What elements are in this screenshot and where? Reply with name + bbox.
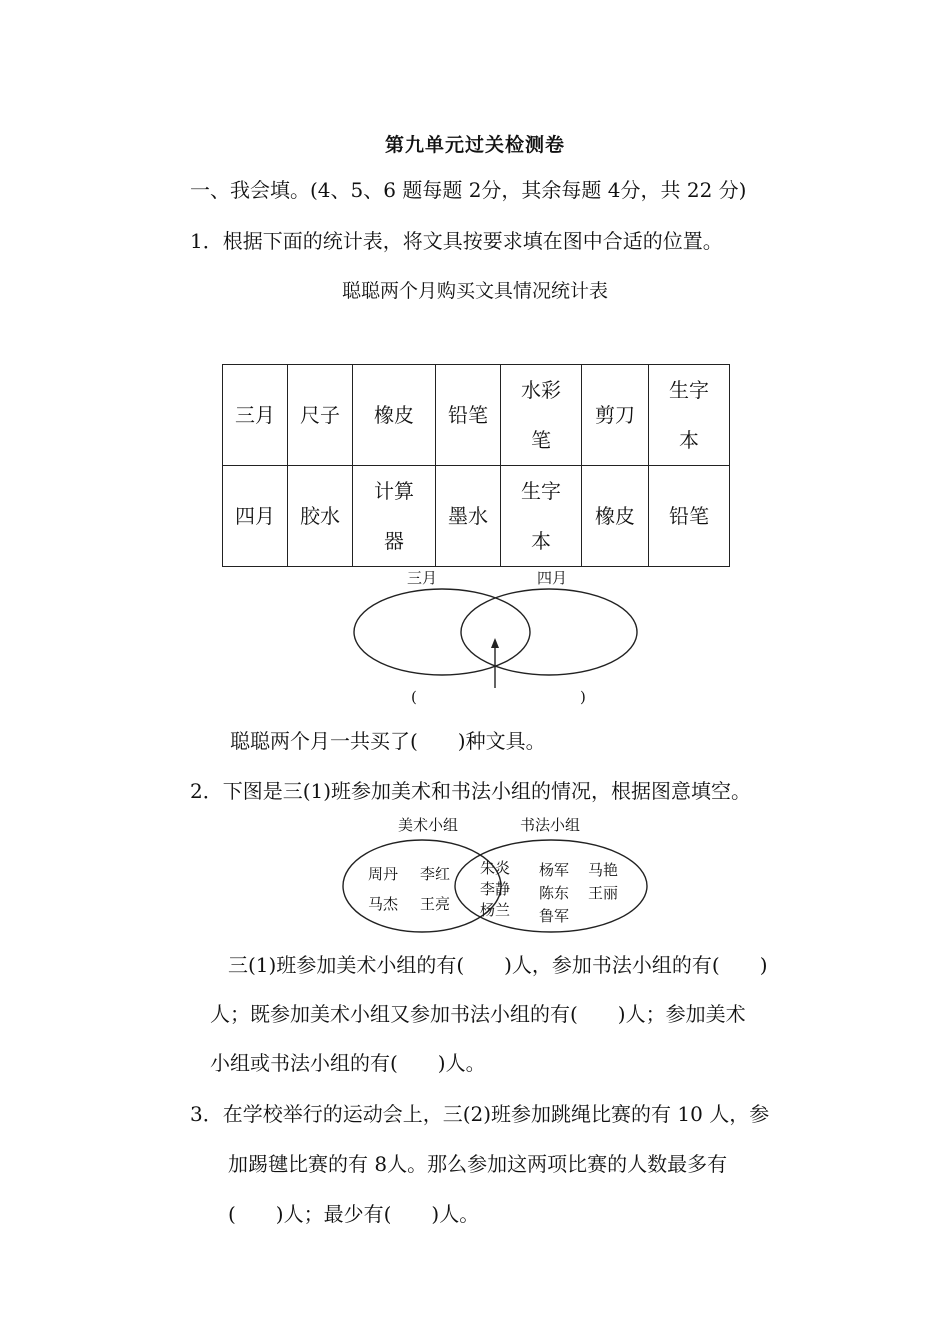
section-heading: 一、我会填。(4、5、6 题每题 2分，其余每题 4分，共 22 分)	[190, 178, 747, 202]
venn-2-left-ellipse	[343, 840, 501, 932]
answer-paren-close: )	[580, 688, 586, 706]
table-cell: 胶水	[288, 466, 353, 567]
venn-2-right-label: 书法小组	[520, 816, 581, 834]
list-item: 杨军	[539, 861, 570, 879]
table-cell: 三月	[223, 365, 288, 466]
question-3-line-2: 加踢毽比赛的有 8人。那么参加这两项比赛的人数最多有	[228, 1152, 728, 1176]
list-item: 李红	[420, 865, 451, 883]
table-cell: 铅笔	[649, 466, 730, 567]
table-cell: 橡皮	[353, 365, 436, 466]
table-cell: 橡皮	[582, 466, 649, 567]
table-cell-text: 水彩笔	[521, 378, 561, 452]
list-item: 李静	[480, 880, 511, 898]
table-cell: 四月	[223, 466, 288, 567]
venn-2-left-label: 美术小组	[398, 816, 459, 834]
table-cell: 墨水	[436, 466, 501, 567]
list-item: 杨兰	[480, 901, 511, 919]
list-item: 王亮	[420, 895, 451, 913]
list-item: 陈东	[539, 884, 570, 902]
table-title: 聪聪两个月购买文具情况统计表	[341, 280, 608, 302]
table-cell-text: 生字本	[521, 479, 561, 553]
list-item: 马艳	[588, 861, 619, 879]
question-3-line-3: ( )人；最少有( )人。	[228, 1202, 480, 1226]
venn-1-left-label: 三月	[407, 569, 438, 587]
question-2-line-3: 小组或书法小组的有( )人。	[210, 1051, 486, 1075]
question-2-text: 2．下图是三(1)班参加美术和书法小组的情况，根据图意填空。	[190, 779, 752, 803]
venn-1-right-ellipse	[461, 589, 637, 675]
table-cell-text: 计算器	[374, 479, 414, 553]
question-1-answer: 聪聪两个月一共买了( )种文具。	[230, 729, 546, 753]
list-item: 朱炎	[480, 859, 511, 877]
question-3-line-1: 3．在学校举行的运动会上，三(2)班参加跳绳比赛的有 10 人，参	[190, 1102, 770, 1126]
table-cell: 尺子	[288, 365, 353, 466]
question-2-line-1: 三(1)班参加美术小组的有( )人，参加书法小组的有( )	[228, 953, 768, 977]
page-title: 第九单元过关检测卷	[384, 134, 565, 156]
table-cell: 剪刀	[582, 365, 649, 466]
table-cell: 铅笔	[436, 365, 501, 466]
list-item: 周丹	[368, 865, 399, 883]
question-1-text: 1．根据下面的统计表，将文具按要求填在图中合适的位置。	[190, 229, 723, 253]
venn-1-left-ellipse	[354, 589, 530, 675]
table-cell-text: 生字本	[669, 378, 709, 452]
arrow-head-icon	[491, 638, 499, 648]
list-item: 马杰	[368, 895, 399, 913]
list-item: 王丽	[588, 884, 619, 902]
list-item: 鲁军	[539, 907, 570, 925]
answer-paren-open: (	[411, 688, 417, 706]
venn-1-right-label: 四月	[537, 569, 568, 587]
question-2-line-2: 人；既参加美术小组又参加书法小组的有( )人；参加美术	[210, 1002, 746, 1026]
